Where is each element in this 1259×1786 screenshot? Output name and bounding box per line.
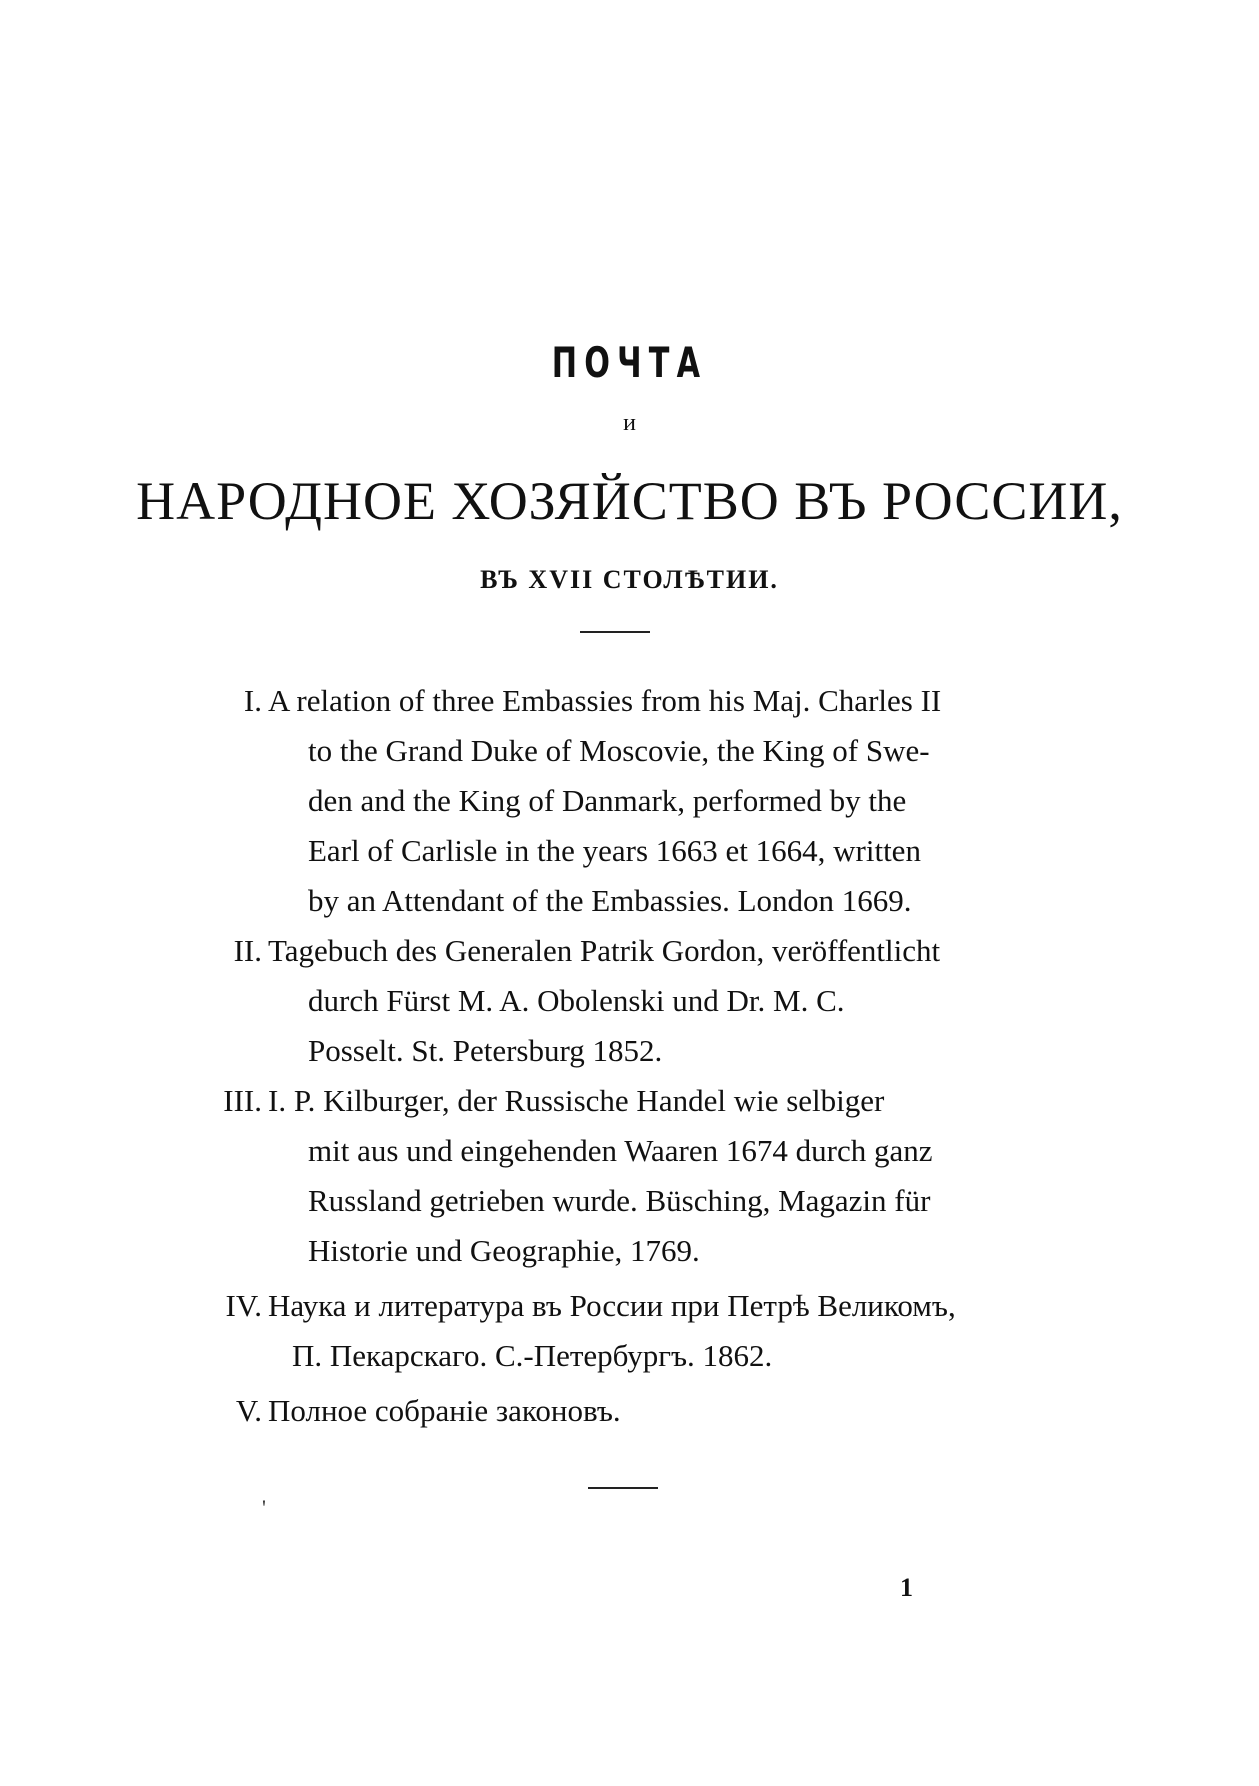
divider-top <box>580 631 650 633</box>
source-2-line-1: Tagebuch des Generalen Patrik Gordon, veröffentlicht <box>268 933 941 968</box>
source-number-5: V. <box>235 1393 262 1428</box>
source-3-line-1: I. P. Kilburger, der Russische Handel wie selbiger <box>268 1083 885 1118</box>
source-5-line-1: Полное собраніе законовъ. <box>268 1393 621 1428</box>
source-1-line-2: to the Grand Duke of Moscovie, the King of Swe- <box>308 733 930 768</box>
source-4-line-1: Наука и литература въ России при Петрѣ Великомъ, <box>268 1288 956 1323</box>
source-number-1: I. <box>243 683 262 718</box>
source-3-line-2: mit aus und eingehenden Waaren 1674 durch ganz <box>308 1133 933 1168</box>
source-1-line-3: den and the King of Danmark, performed by the <box>308 783 907 818</box>
source-1-line-1: A relation of three Embassies from his Maj. Charles II <box>268 683 942 718</box>
divider-bottom <box>588 1487 658 1489</box>
source-3-line-3: Russland getrieben wurde. Büsching, Magazin für <box>308 1183 931 1218</box>
title-conjunction: и <box>623 410 636 436</box>
source-2-line-2: durch Fürst M. A. Obolenski und Dr. M. C. <box>308 983 845 1018</box>
page-subtitle: НАРОДНОЕ ХОЗЯЙСТВО ВЪ РОССИИ, <box>136 471 1123 531</box>
page-number: 1 <box>900 1573 913 1602</box>
source-3-line-4: Historie und Geographie, 1769. <box>308 1233 700 1268</box>
century-line: ВЪ XVII СТОЛѢТИИ. <box>480 565 779 594</box>
source-2-line-3: Posselt. St. Petersburg 1852. <box>308 1033 663 1068</box>
source-number-2: II. <box>233 933 262 968</box>
stray-ink-mark: ' <box>262 1495 266 1520</box>
source-1-line-4: Earl of Carlisle in the years 1663 et 1664, written <box>308 833 921 868</box>
source-1-line-5: by an Attendant of the Embassies. London 1669. <box>308 883 912 918</box>
source-4-line-2: П. Пекарскаго. С.-Петербургъ. 1862. <box>292 1338 773 1373</box>
source-number-4: IV. <box>225 1288 262 1323</box>
source-number-3: III. <box>223 1083 262 1118</box>
page-title: ПОЧТА <box>551 338 708 387</box>
